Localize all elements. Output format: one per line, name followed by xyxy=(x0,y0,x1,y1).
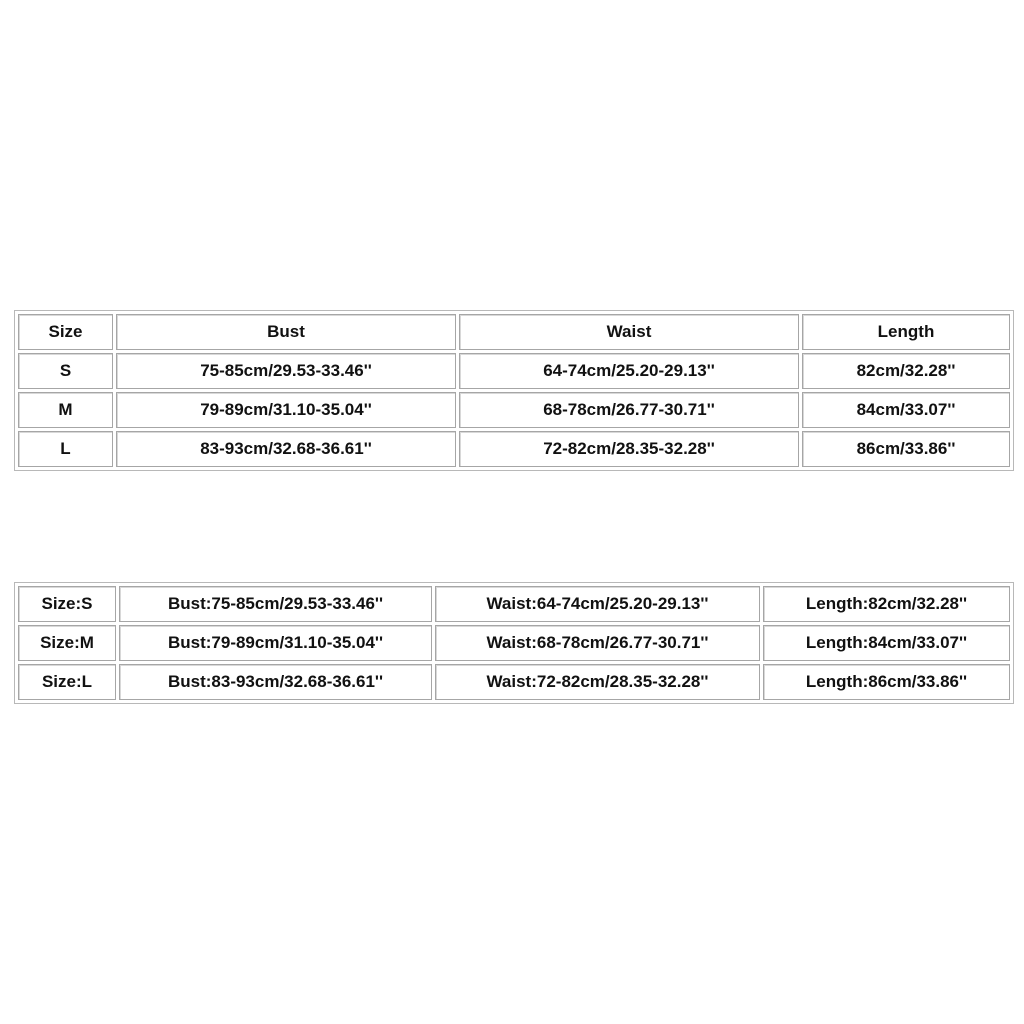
header-length: Length xyxy=(802,314,1010,350)
cell-length: 84cm/33.07'' xyxy=(802,392,1010,428)
cell-bust: 75-85cm/29.53-33.46'' xyxy=(116,353,456,389)
cell-bust: 79-89cm/31.10-35.04'' xyxy=(116,392,456,428)
table-row xyxy=(18,625,1010,661)
table-row xyxy=(18,392,1010,428)
cell-length: Length:82cm/32.28'' xyxy=(763,586,1010,622)
cell-waist: Waist:64-74cm/25.20-29.13'' xyxy=(435,586,760,622)
cell-size: S xyxy=(18,353,113,389)
cell-length: Length:84cm/33.07'' xyxy=(763,625,1010,661)
cell-size: M xyxy=(18,392,113,428)
table-row xyxy=(18,664,1010,700)
cell-bust: Bust:75-85cm/29.53-33.46'' xyxy=(119,586,432,622)
cell-waist: 68-78cm/26.77-30.71'' xyxy=(459,392,799,428)
table-header-row xyxy=(18,314,1010,350)
cell-length: Length:86cm/33.86'' xyxy=(763,664,1010,700)
table-row xyxy=(18,586,1010,622)
cell-waist: Waist:68-78cm/26.77-30.71'' xyxy=(435,625,760,661)
cell-size: Size:L xyxy=(18,664,116,700)
cell-length: 86cm/33.86'' xyxy=(802,431,1010,467)
table-row xyxy=(18,353,1010,389)
size-chart-table-inline xyxy=(14,582,1014,704)
size-chart-table xyxy=(14,310,1014,471)
table-row xyxy=(18,431,1010,467)
cell-bust: Bust:79-89cm/31.10-35.04'' xyxy=(119,625,432,661)
cell-waist: 72-82cm/28.35-32.28'' xyxy=(459,431,799,467)
cell-length: 82cm/32.28'' xyxy=(802,353,1010,389)
header-waist: Waist xyxy=(459,314,799,350)
cell-size: Size:S xyxy=(18,586,116,622)
header-bust: Bust xyxy=(116,314,456,350)
cell-size: Size:M xyxy=(18,625,116,661)
header-size: Size xyxy=(18,314,113,350)
cell-waist: 64-74cm/25.20-29.13'' xyxy=(459,353,799,389)
cell-size: L xyxy=(18,431,113,467)
cell-bust: Bust:83-93cm/32.68-36.61'' xyxy=(119,664,432,700)
cell-waist: Waist:72-82cm/28.35-32.28'' xyxy=(435,664,760,700)
cell-bust: 83-93cm/32.68-36.61'' xyxy=(116,431,456,467)
